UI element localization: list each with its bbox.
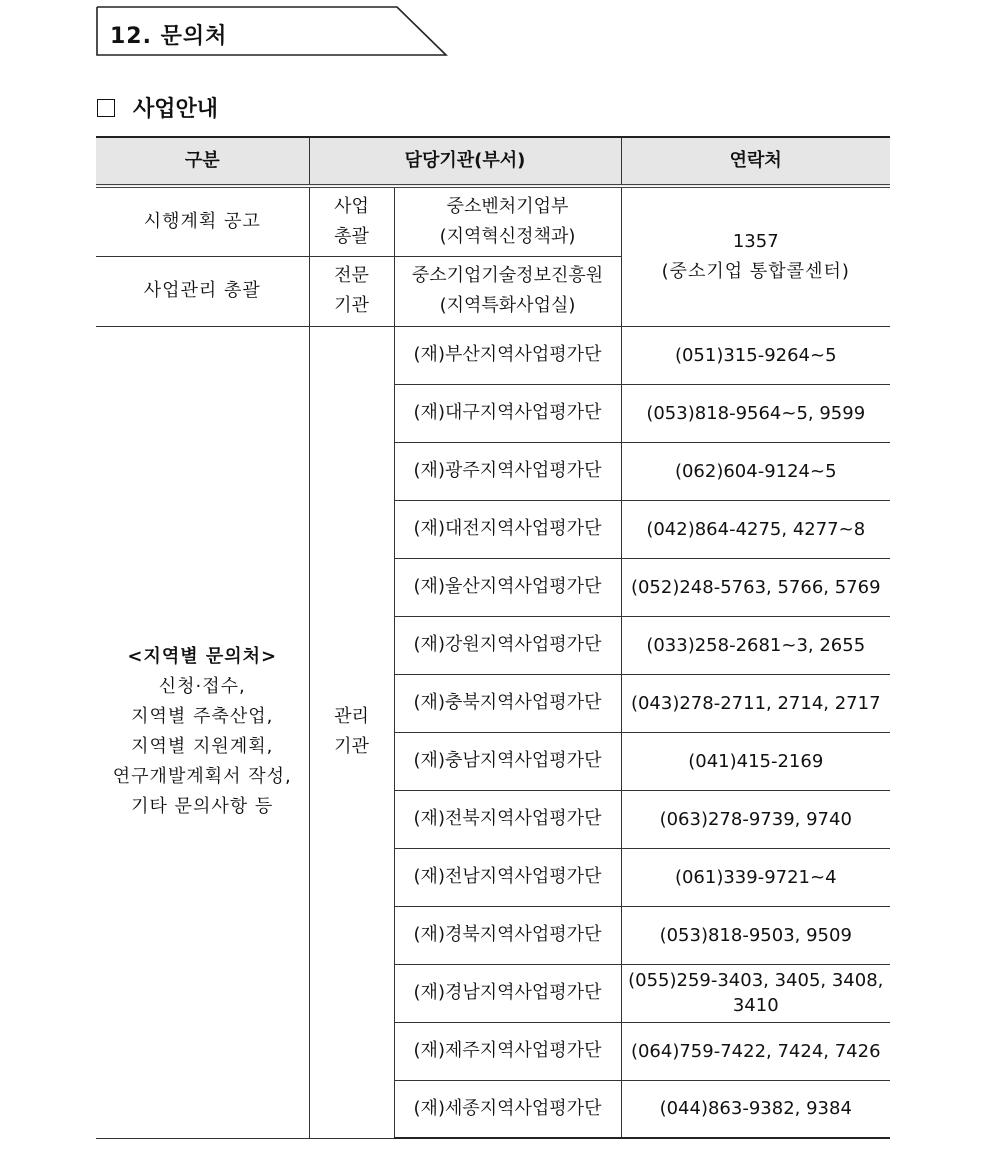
- type-line: 기관: [334, 736, 369, 757]
- org-cell: (재)부산지역사업평가단: [394, 326, 621, 384]
- table-header-row: [96, 137, 890, 186]
- org-cell: [394, 186, 621, 256]
- contact-cell: (062)604-9124~5: [621, 442, 890, 500]
- contact-cell: (053)818-9503, 9509: [621, 906, 890, 964]
- subheading-text: 사업안내: [133, 97, 219, 122]
- type-cell: [309, 186, 394, 256]
- regional-category-title: <지역별 문의처>: [127, 646, 278, 667]
- contact-cell: (042)864-4275, 4277~8: [621, 500, 890, 558]
- table-row: [96, 186, 890, 256]
- type-line: 사업: [334, 195, 369, 217]
- org-cell: (재)세종지역사업평가단: [394, 1080, 621, 1138]
- type-line: 전문: [334, 265, 369, 286]
- category-cell: 시행계획 공고: [96, 186, 309, 256]
- contact-cell: (061)339-9721~4: [621, 848, 890, 906]
- section-header: [96, 6, 448, 56]
- contact-table: [96, 136, 890, 1139]
- contact-cell: (064)759-7422, 7424, 7426: [621, 1022, 890, 1080]
- contact-cell: [621, 186, 890, 326]
- org-cell: (재)광주지역사업평가단: [394, 442, 621, 500]
- org-cell: (재)경북지역사업평가단: [394, 906, 621, 964]
- regional-type-cell: [309, 326, 394, 1138]
- subheading: [97, 92, 218, 123]
- contact-cell: (041)415-2169: [621, 732, 890, 790]
- type-cell: [309, 256, 394, 326]
- regional-category-line: 기타 문의사항 등: [131, 796, 274, 817]
- type-line: 관리: [334, 706, 369, 727]
- org-cell: (재)대구지역사업평가단: [394, 384, 621, 442]
- org-cell: (재)전북지역사업평가단: [394, 790, 621, 848]
- regional-category-cell: [96, 326, 309, 1138]
- contact-cell: (033)258-2681~3, 2655: [621, 616, 890, 674]
- regional-category-line: 신청·접수,: [158, 676, 246, 697]
- org-cell: [394, 256, 621, 326]
- contact-cell: (063)278-9739, 9740: [621, 790, 890, 848]
- contact-cell: (052)248-5763, 5766, 5769: [621, 558, 890, 616]
- contact-cell: (053)818-9564~5, 9599: [621, 384, 890, 442]
- org-cell: (재)강원지역사업평가단: [394, 616, 621, 674]
- contact-cell: (044)863-9382, 9384: [621, 1080, 890, 1138]
- org-line: (지역특화사업실): [439, 295, 576, 316]
- org-cell: (재)충남지역사업평가단: [394, 732, 621, 790]
- regional-category-line: 지역별 주축산업,: [131, 706, 274, 727]
- org-cell: (재)충북지역사업평가단: [394, 674, 621, 732]
- category-cell: 사업관리 총괄: [96, 256, 309, 326]
- org-cell: (재)제주지역사업평가단: [394, 1022, 621, 1080]
- type-line: 기관: [334, 295, 369, 316]
- header-category: 구분: [96, 137, 309, 186]
- regional-category-line: 연구개발계획서 작성,: [112, 766, 292, 787]
- org-line: (지역혁신정책과): [439, 225, 576, 247]
- contact-cell: (055)259-3403, 3405, 3408, 3410: [621, 964, 890, 1022]
- contact-line: (중소기업 통합콜센터): [661, 260, 850, 282]
- table-row: [96, 326, 890, 384]
- header-contact: 연락처: [621, 137, 890, 186]
- org-cell: (재)전남지역사업평가단: [394, 848, 621, 906]
- org-cell: (재)울산지역사업평가단: [394, 558, 621, 616]
- section-title: 12. 문의처: [110, 24, 228, 49]
- org-line: 중소기업기술정보진흥원: [411, 265, 604, 286]
- checkbox-square-icon: [97, 99, 115, 117]
- contact-cell: (043)278-2711, 2714, 2717: [621, 674, 890, 732]
- org-cell: (재)대전지역사업평가단: [394, 500, 621, 558]
- regional-category-line: 지역별 지원계획,: [131, 736, 274, 757]
- header-organization: 담당기관(부서): [309, 137, 621, 186]
- org-cell: (재)경남지역사업평가단: [394, 964, 621, 1022]
- contact-line: 1357: [732, 230, 779, 252]
- contact-cell: (051)315-9264~5: [621, 326, 890, 384]
- type-line: 총괄: [334, 225, 369, 247]
- org-line: 중소벤처기업부: [446, 195, 569, 217]
